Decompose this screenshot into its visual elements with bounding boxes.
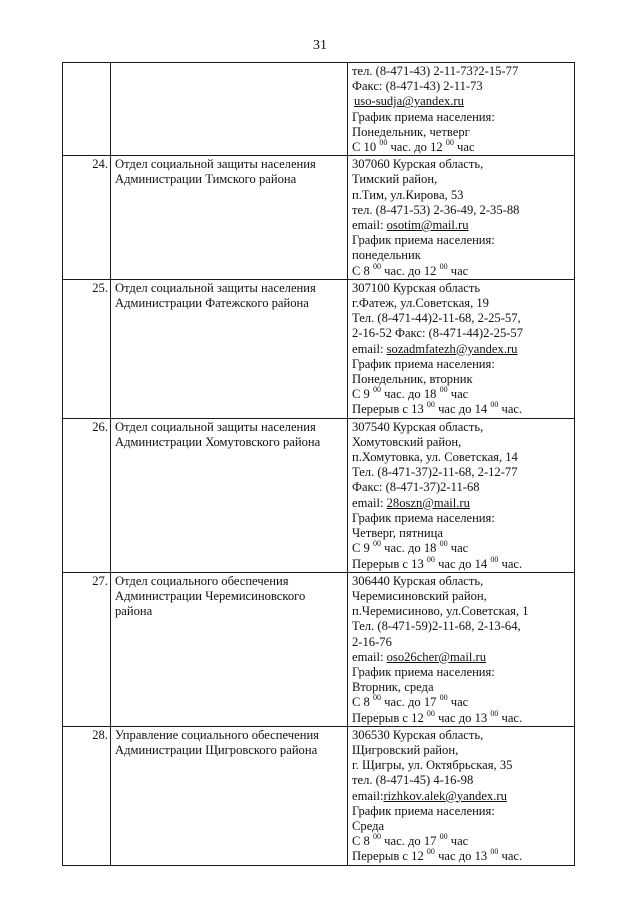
schedule-label: График приема населения: bbox=[352, 109, 495, 124]
address-line: 307100 Курская область bbox=[352, 280, 481, 295]
address-line: п.Тим, ул.Кирова, 53 bbox=[352, 187, 464, 202]
reception-days: Понедельник, четверг bbox=[352, 124, 470, 139]
address-line: Тимский район, bbox=[352, 172, 438, 187]
fax-line: Факс: (8-471-43) 2-11-73 bbox=[352, 79, 483, 94]
schedule-label: График приема населения: bbox=[352, 233, 495, 248]
reception-days: понедельник bbox=[352, 248, 421, 263]
email-label: email: bbox=[352, 788, 384, 803]
email-label: email: bbox=[352, 495, 387, 510]
address-line: г.Фатеж, ул.Советская, 19 bbox=[352, 296, 489, 311]
address-line: п.Черемисиново, ул.Советская, 1 bbox=[352, 604, 529, 619]
work-hours: С 8 $^{00}$ час. до 17 $^{00}$ час bbox=[352, 832, 469, 849]
break-hours: Перерыв с 12 $^{00}$ час до 13 $^{00}$ час. bbox=[352, 847, 523, 864]
phone-line: Тел. (8-471-44)2-11-68, 2-25-57, bbox=[352, 311, 521, 326]
address-line: Щигровский район, bbox=[352, 742, 459, 757]
schedule-label: График приема населения: bbox=[352, 510, 495, 525]
address-line: Черемисиновский район, bbox=[352, 588, 487, 603]
phone-line: тел. (8-471-43) 2-11-73?2-15-77 bbox=[352, 64, 519, 78]
phone-line: 2-16-52 Факс: (8-471-44)2-25-57 bbox=[352, 326, 524, 341]
contact-info bbox=[348, 156, 575, 280]
office-name: Отдел социальной защиты населения Администрации Фатежского района bbox=[111, 279, 348, 418]
reception-days: Четверг, пятница bbox=[352, 526, 443, 541]
page-number: 31 bbox=[313, 38, 327, 53]
office-name: Управление социального обеспечения Администрации Щигровского района bbox=[111, 726, 348, 865]
row-number: 28. bbox=[63, 726, 111, 865]
office-name bbox=[111, 63, 348, 156]
phone-line: тел. (8-471-53) 2-36-49, 2-35-88 bbox=[352, 202, 520, 217]
email-link[interactable]: uso-sudja@yandex.ru bbox=[354, 94, 464, 109]
table-row bbox=[63, 572, 575, 726]
address-line: 306530 Курская область, bbox=[352, 727, 484, 742]
address-line: 306440 Курская область, bbox=[352, 573, 484, 588]
email-label: email: bbox=[352, 649, 387, 664]
schedule-label: График приема населения: bbox=[352, 803, 495, 818]
offices-table bbox=[62, 62, 575, 866]
break-hours: Перерыв с 13 $^{00}$ час до 14 $^{00}$ час. bbox=[352, 554, 523, 571]
address-line: 307540 Курская область, bbox=[352, 419, 484, 434]
break-hours: Перерыв с 12 $^{00}$ час до 13 $^{00}$ час. bbox=[352, 708, 523, 725]
office-name: Отдел социального обеспечения Администрации Черемисиновского района bbox=[111, 572, 348, 726]
row-number: 25. bbox=[63, 279, 111, 418]
reception-days: Вторник, среда bbox=[352, 680, 434, 695]
address-line: г. Щигры, ул. Октябрьская, 35 bbox=[352, 758, 513, 773]
schedule-label: График приема населения: bbox=[352, 356, 495, 371]
email-link[interactable]: oso26cher@mail.ru bbox=[386, 649, 487, 664]
phone-line: тел. (8-471-45) 4-16-98 bbox=[352, 773, 474, 788]
address-line: Хомутовский район, bbox=[352, 434, 462, 449]
work-hours: С 10 $^{00}$ час. до 12 $^{00}$ час bbox=[352, 138, 475, 155]
contact-info bbox=[348, 572, 575, 726]
reception-days: Понедельник, вторник bbox=[352, 372, 473, 387]
row-number bbox=[63, 63, 111, 156]
phone-line: 2-16-76 bbox=[352, 634, 392, 649]
contact-info bbox=[348, 279, 575, 418]
work-hours: С 9 $^{00}$ час. до 18 $^{00}$ час bbox=[352, 385, 469, 402]
work-hours: С 8 $^{00}$ час. до 12 $^{00}$ час bbox=[352, 261, 469, 278]
email-label: email: bbox=[352, 341, 387, 356]
office-name: Отдел социальной защиты населения Администрации Хомутовского района bbox=[111, 418, 348, 572]
email-link[interactable]: osotim@mail.ru bbox=[386, 218, 469, 233]
table-row bbox=[63, 279, 575, 418]
fax-line: Факс: (8-471-37)2-11-68 bbox=[352, 480, 480, 495]
address-line: п.Хомутовка, ул. Советская, 14 bbox=[352, 450, 518, 465]
contact-info bbox=[348, 418, 575, 572]
table-row bbox=[63, 63, 575, 156]
email-link[interactable]: sozadmfatezh@yandex.ru bbox=[386, 341, 518, 356]
phone-line: Тел. (8-471-59)2-11-68, 2-13-64, bbox=[352, 619, 521, 634]
email-link[interactable]: 28oszn@mail.ru bbox=[386, 495, 470, 510]
email-link[interactable]: rizhkov.alek@yandex.ru bbox=[383, 788, 507, 803]
work-hours: С 8 $^{00}$ час. до 17 $^{00}$ час bbox=[352, 693, 469, 710]
reception-days: Среда bbox=[352, 818, 385, 833]
table-row bbox=[63, 156, 575, 280]
address-line: 307060 Курская область, bbox=[352, 157, 484, 172]
contact-info bbox=[348, 63, 575, 156]
email-label: email: bbox=[352, 218, 387, 233]
row-number: 27. bbox=[63, 572, 111, 726]
row-number: 26. bbox=[63, 418, 111, 572]
work-hours: С 9 $^{00}$ час. до 18 $^{00}$ час bbox=[352, 539, 469, 556]
break-hours: Перерыв с 13 $^{00}$ час до 14 $^{00}$ час. bbox=[352, 400, 523, 417]
contact-info bbox=[348, 726, 575, 865]
row-number: 24. bbox=[63, 156, 111, 280]
phone-line: Тел. (8-471-37)2-11-68, 2-12-77 bbox=[352, 465, 518, 480]
office-name: Отдел социальной защиты населения Администрации Тимского района bbox=[111, 156, 348, 280]
table-row bbox=[63, 726, 575, 865]
table-row bbox=[63, 418, 575, 572]
schedule-label: График приема населения: bbox=[352, 664, 495, 679]
